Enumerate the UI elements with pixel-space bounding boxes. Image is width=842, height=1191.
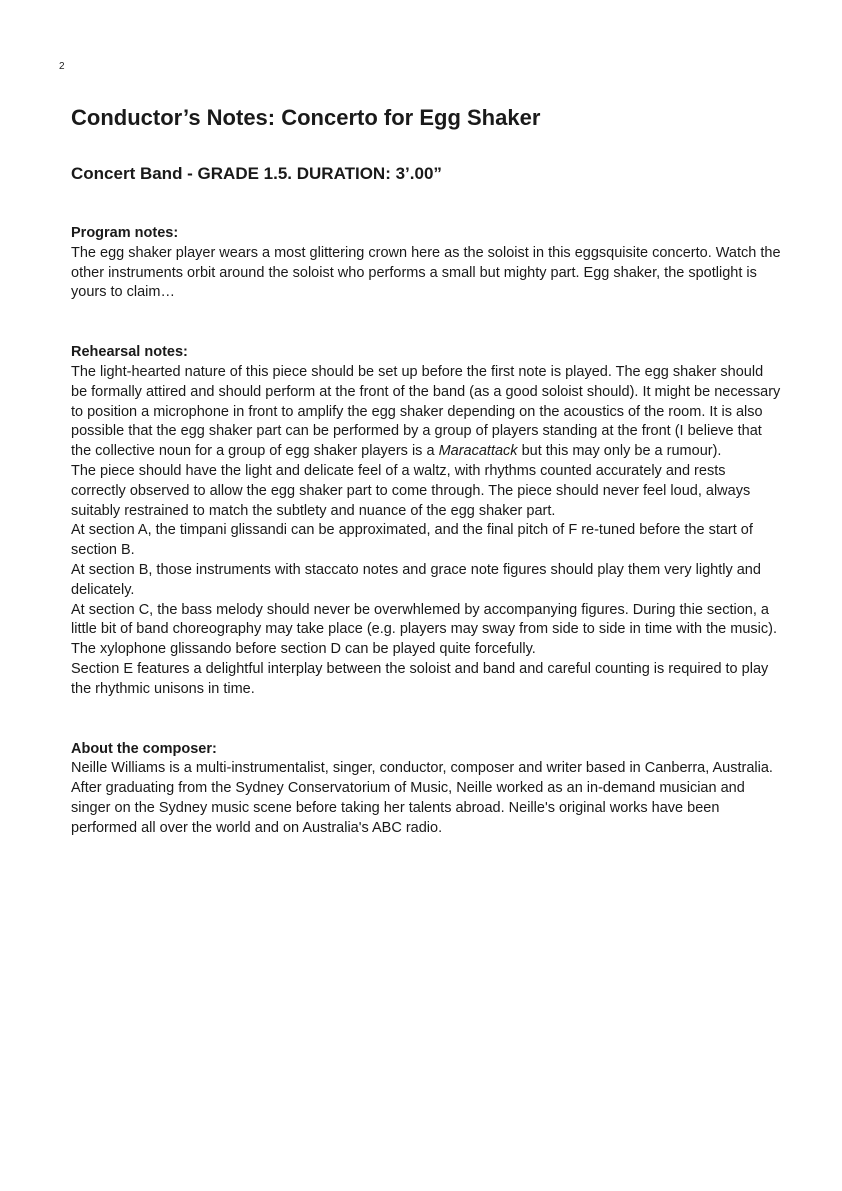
rehearsal-paragraph: At section B, those instruments with staccato notes and grace note figures should play them very lightly and delicately. [71, 561, 761, 598]
rehearsal-paragraph [71, 363, 781, 462]
rehearsal-paragraph: At section A, the timpani glissandi can be approximated, and the final pitch of F re-tuned before the start of section B. [71, 522, 753, 559]
about-composer-section [71, 740, 781, 839]
rehearsal-paragraph: The piece should have the light and delicate feel of a waltz, with rhythms counted accurately and rests correctly observed to allow the egg shaker part to come through. The piece should never feel loud, always suitably restrained to match the subtlety and nuance of the egg shaker part. [71, 462, 751, 519]
about-composer-text: Neille Williams is a multi-instrumentalist, singer, conductor, composer and writer based in Canberra, Australia. After graduating from the Sydney Conservatorium of Music, Neille worked as an in-demand musician and singer on the Sydney music scene before taking her talents abroad. Neille's original works have been performed all over the world and on Australia's ABC radio. [71, 760, 773, 836]
about-composer-heading: About the composer: [71, 740, 217, 757]
program-notes-section [71, 224, 781, 303]
program-notes-text: The egg shaker player wears a most glittering crown here as the soloist in this eggsquisite concerto. Watch the other instruments orbit around the soloist who performs a small but mighty part. Egg shaker, the spotlight is yours to claim… [71, 244, 781, 301]
rehearsal-paragraph: Section E features a delightful interplay between the soloist and band and careful counting is required to play the rhythmic unisons in time. [71, 660, 769, 697]
rehearsal-text: The light-hearted nature of this piece should be set up before the first note is played. The egg shaker should be formally attired and should perform at the front of the band (as a good soloist should). It might be necessary to position a microphone in front to amplify the egg shaker depending on the acoustics of the room. It is also possible that the egg shaker part can be performed by a group of players standing at the front (I believe that the collective noun for a group of egg shaker players is a [71, 363, 781, 460]
document-title: Conductor’s Notes: Concerto for Egg Shaker [71, 105, 541, 130]
document-body [71, 103, 781, 839]
rehearsal-notes-section [71, 343, 781, 699]
program-notes-heading: Program notes: [71, 225, 179, 241]
document-subtitle: Concert Band - GRADE 1.5. DURATION: 3’.00” [71, 164, 442, 183]
rehearsal-paragraph: At section C, the bass melody should never be overwhlemed by accompanying figures. During thie section, a little bit of band choreography may take place (e.g. players may sway from side to side in time with the music). The xylophone glissando before section D can be played quite forcefully. [71, 601, 777, 658]
rehearsal-notes-heading: Rehearsal notes: [71, 344, 188, 361]
rehearsal-text: but this may only be a rumour). [517, 443, 722, 460]
italic-term: Maracattack [438, 443, 518, 460]
page-number: 2 [59, 61, 65, 72]
